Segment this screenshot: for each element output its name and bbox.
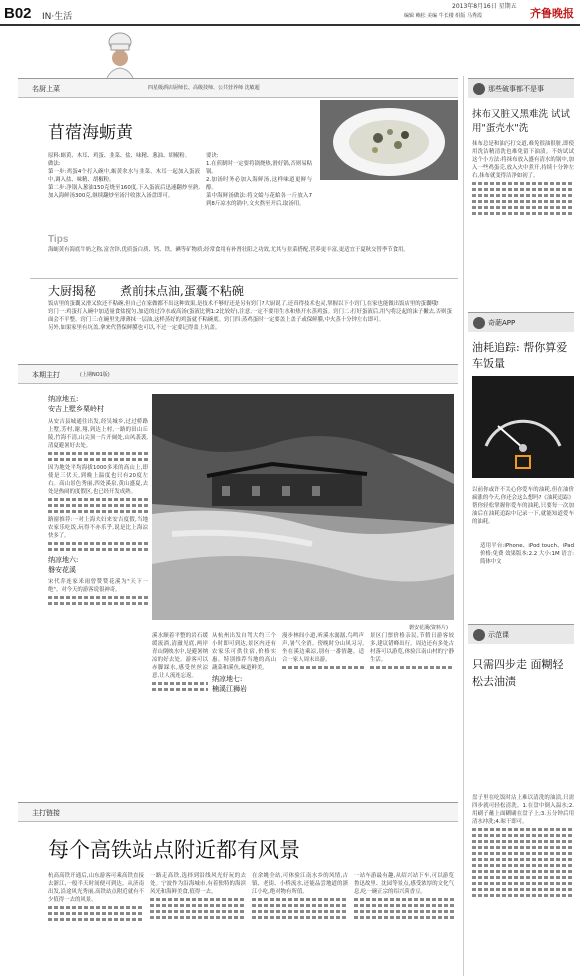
tips-label: Tips xyxy=(48,234,69,245)
sidebar-title-2: 油耗追踪: 帮你算爱车饭量 xyxy=(472,341,568,370)
key-two: 2.加汤时务必加入海鲜汤,这样味道更鲜与醇。 xyxy=(206,177,312,191)
kitchen-subtitle: 煮前抹点油,蛋囊不粘碗 xyxy=(120,284,244,298)
main-col-1 xyxy=(48,872,144,974)
main-section-bar xyxy=(18,802,458,822)
chef-tag: 名厨上菜 xyxy=(32,85,60,93)
spot-five-p1: 从安吉县城通往出发,经吴城乡,过过桥路上墅,芳村,谢,翔,到达上村,一路的田山丘陵,竹海不清,山尖顶一片开阔处,山风袭袭,清夏避暑好去处。 xyxy=(48,419,148,449)
kitchen-title: 大厨揭秘 xyxy=(48,284,97,298)
tour-col-b xyxy=(212,632,276,704)
sidebar-tag-1-bar xyxy=(468,78,574,98)
main-col-4-text: 一站车游最有趣,从绍兴站下车,可以游览鲁迅故里、沈园等景点,感受浓厚的文化气息,吃一碗正宗的绍兴茴香豆。 xyxy=(354,873,454,895)
kitchen-para-3: 另外,如果家里有坑盖,拿来代替保鲜膜也可以,不过一定要记得盖上坑盖。 xyxy=(48,325,221,331)
tour-col-d xyxy=(370,632,454,704)
spot-five-name: 安吉上墅乡栗岭村 xyxy=(48,405,104,413)
sidebar-title-1: 抹布又脏又黑难洗 试试用"蛋壳水"洗 xyxy=(472,109,571,134)
sidebar-text-3 xyxy=(472,794,574,974)
step-two: 第二步:净锅入葱油150克烧至160度,下入蛋液后迅速翻炒至熟,加入海鲜汤300克,继续翻炒至汤汁收浓入汤盘即可。 xyxy=(48,185,200,199)
app-description: 以前你或许不关心你爱车的油耗,但在油价疯涨的今天,你还会这么想吗?《油耗追踪》帮你轻松掌握你爱车的油耗,只要每一次加油后在油耗追踪中记录一下,就能知道爱车的油耗。 xyxy=(472,487,574,525)
main-col-1-text: 杭高高铁开通后,山东游客可乘高铁直接去浙江,一般半天时间便可到达。从济南出发,沿途风光秀丽,高铁站点附近就有不少值得一去的风景。 xyxy=(48,873,144,903)
main-tag: 主打链接 xyxy=(32,809,60,817)
spot-six-p1: 宋代乔连家米雨曾赞赞花溪为"天下一绝"。对今天的游客说很神奇。 xyxy=(48,579,148,593)
key-one: 1.在煎制时一定要将锅烧热,滑好锅,否则易粘锅。 xyxy=(206,161,312,175)
main-col-3-text: 在余姚全站,可体验江南水乡的风情,古镇、老街、小桥流水,还能品尝地道的浙江小吃,绝对物有所值。 xyxy=(252,873,348,895)
kitchen-divider xyxy=(30,278,458,279)
river-photo xyxy=(152,394,454,631)
spot-seven-head: 纳凉地七: xyxy=(212,675,243,683)
spot-six-name: 磐安花溪 xyxy=(48,566,76,574)
spot-seven-name: 楠溪江狮岩 xyxy=(212,685,247,693)
main-col-2-text: 一路走高铁,选择到沿线风光好玩的去处。宁波作为沿海城市,有着独特的海滨风光和海鲜美食,值得一去。 xyxy=(150,873,246,895)
ingredients: 原料:蛎黄、木耳、鸡蛋、韭菜、盐、味精、葱油、胡椒粉。 xyxy=(48,153,190,159)
main-col-4 xyxy=(354,872,454,974)
sidebar-title-3: 只需四步走 面糊轻松去油渍 xyxy=(472,658,564,688)
page-number: B02 xyxy=(4,5,32,22)
section-name: IN·生活 xyxy=(42,12,73,22)
tour-col-c-text: 漫步林间小道,听溪水潺潺,鸟鸣声声,暑气全消。傍晚时分山风习习,坐在溪边乘凉,别有一番情趣。适合一家人周末出游。 xyxy=(282,633,364,663)
chef-method-col xyxy=(48,152,200,232)
tour-col-a xyxy=(152,632,208,704)
app-meta: 适用平台:iPhone、iPod touch、iPad 价格:免费 效果版本:2.2 大小:1M 语言:简体中文 xyxy=(480,543,574,565)
tour-tag: 本期主打 xyxy=(32,371,60,379)
kitchen-para-2: 窍门一:鸡蛋打入碗中加适量食盐搅匀,加适的过冷水或高汤(蛋液比例1:2比较好),注意,一定不要用生水和热开水蒸鸡蛋。窍门二:打好蛋液后,用勺将泛起的沫子撇去,否则蛋面会不平整。窍门三:在碗里先薄薄抹一层油,这样蒸好的鸡蛋就不粘碗底。窍门四:蒸鸡蛋时一定要盖上盖子或保鲜膜,中火蒸十分钟左右即可。 xyxy=(48,309,452,323)
sidebar-tag-2: 奇葩APP xyxy=(488,319,516,327)
sidebar-tag-2-bar xyxy=(468,312,574,332)
sidebar-text-3-body: 盘子里在吃饭时沾上难以清洗的油渍,只需四步就可轻松清洗。1.在盘中倒入温水;2.用刷子蘸上面糊刷在盘子上;3.五分钟后用清水冲洗;4.晾干即可。 xyxy=(472,795,574,825)
spot-five-p2: 因为地处平均海拔1000多米的高山上,即使是三伏天,到晚上温度也只有20度左右。高山景色秀丽,四处溪泉,黄山盛夏,去处是热闹的度假区,也已经开发成熟。 xyxy=(48,465,148,495)
issue-date: 2013年8月16日 星期五 xyxy=(452,3,517,10)
method-label: 做法: xyxy=(48,161,61,167)
spot-five-head: 纳凉地五: xyxy=(48,395,79,403)
sidebar-divider xyxy=(463,76,464,976)
main-title: 每个高铁站点附近都有风景 xyxy=(48,838,300,862)
tour-col-b-text: 从杭州出发自驾大约三个小时即可到达,景区内还有农家乐可供住宿,价格实惠。特别推荐当地的高山蔬菜和溪鱼,味道鲜美。 xyxy=(212,633,276,671)
app-icon xyxy=(473,317,485,329)
dish-title: 苜蓿海蛎黄 xyxy=(48,123,133,143)
key-label: 要诀: xyxy=(206,153,219,159)
sidebar-app-meta xyxy=(480,542,574,606)
spot-six-head: 纳凉地六: xyxy=(48,556,79,564)
sidebar-app-text xyxy=(472,486,574,540)
tour-col-c xyxy=(282,632,364,704)
tour-issue: (上期NO1版) xyxy=(80,372,110,378)
brand-logo: 齐鲁晚报 xyxy=(530,7,574,20)
tour-col-d-text: 景区门票价格亲民,节假日游客较多,建议错峰出行。周边还有多处古村落可以游览,体验江南山村的宁静生活。 xyxy=(370,633,454,663)
chef-section-bar xyxy=(18,78,458,98)
spot-five-p3: 路窗推荐:一对上海夫妇来安吉度假,当地农家乐吃饭,玩得不亦乐乎,说是比上海凉快多了。 xyxy=(48,517,148,539)
tour-left-col xyxy=(48,394,148,700)
sidebar-text-1-body: 抹布总是和油污打交道,难免很油很脏,即使用洗洁精清洗也难免留下油渍。不妨试试这个小方法:将抹布放入盛有清水的锅中,加入一些鸡蛋壳,放入火中煮开,持续十分钟左右,抹布就变得洁净如初了。 xyxy=(472,141,574,179)
tour-section-bar xyxy=(18,364,458,384)
page-header xyxy=(0,0,580,26)
sidebar-text-1 xyxy=(472,140,574,280)
main-col-3 xyxy=(252,872,348,974)
sidebar-tag-3-bar xyxy=(468,624,574,644)
photo-caption: 磐安花溪(资料片) xyxy=(409,625,448,631)
staff-credits: 编辑 赖松 美编 牛长楼 组版 马秀霞 xyxy=(404,13,482,19)
tour-col-a-text: 溪水顺着平整的岩石缓缓流淌,清澈见底,两岸青山倒映水中,是避暑纳凉的好去处。游客可以赤脚踩水,感受丝丝凉意,让人流连忘返。 xyxy=(152,633,208,679)
kitchen-para-1: 饭店里的蛋囊又滑又软还不粘碗,但自己在家做都不出这种效果,是技术不够好还是另有窍门?大厨说了,还真得技术也灵,掌握以下小窍门,在家也能做出饭店里的蛋囊哦! xyxy=(48,301,439,307)
fuel-gauge-image xyxy=(472,376,574,478)
chef-key-col xyxy=(206,152,312,232)
main-col-2 xyxy=(150,872,246,974)
sidebar-tag-3: 示范课 xyxy=(488,631,509,639)
key-three: 菜中海鲜汤做法:将文蛤与花蛤各一斤放入7到8斤凉水的锅中,文火熬至开后,取汤用。 xyxy=(206,193,312,207)
step-one: 第一步:鸡蛋4个打入碗中,蛎黄汆水与韭菜、木耳一起加入蛋液中,调入盐、味精、胡椒粉。 xyxy=(48,169,200,183)
chef-credential: 四星级酒店厨师长、高级技师、公共营养师 沈敏超 xyxy=(148,85,260,91)
lesson-icon xyxy=(473,629,485,641)
broom-icon xyxy=(473,83,485,95)
dish-photo xyxy=(320,100,458,180)
sidebar-tag-1: 那些破事都不是事 xyxy=(488,85,544,93)
kitchen-body xyxy=(48,300,452,360)
tips-text: 海蛎黄有海底牛奶之称,富含锌,优质蛋白质、钙、铁、碘等矿物质;经常食用有补肾壮阳之功效,尤其与韭菜搭配,营养更丰富,更适宜于夏秋交替季节食用。 xyxy=(48,247,409,253)
